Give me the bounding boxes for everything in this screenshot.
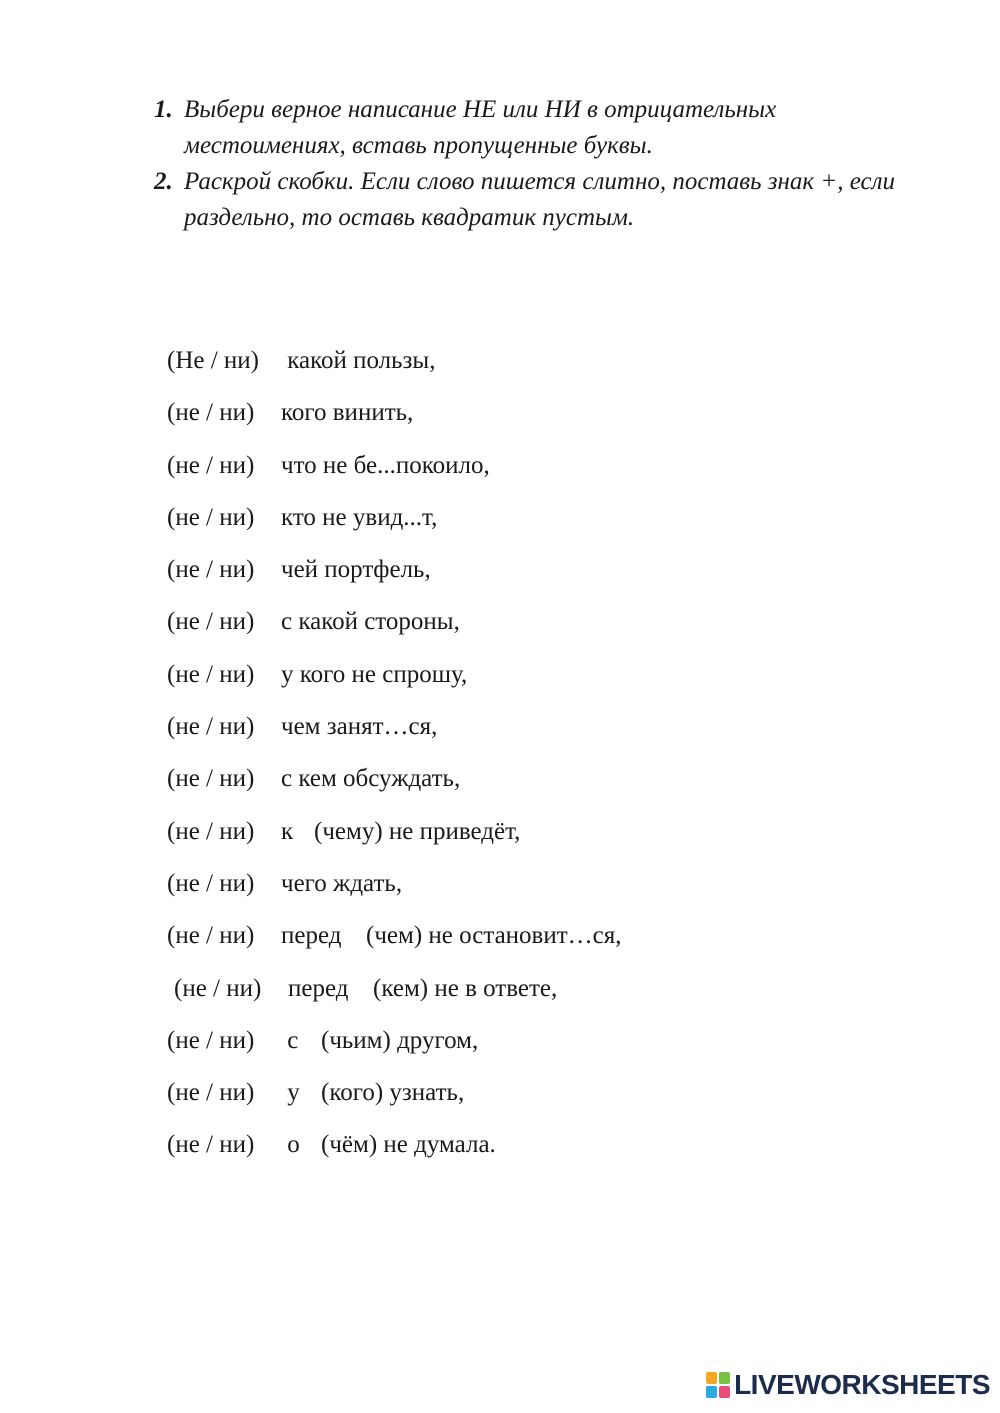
logo-text: LIVEWORKSHEETS bbox=[734, 1369, 990, 1400]
logo-square-3 bbox=[706, 1386, 717, 1398]
ne-ni-choice[interactable]: (не / ни) bbox=[167, 660, 255, 688]
ne-ni-choice[interactable]: (не / ни) bbox=[167, 1079, 255, 1107]
ne-ni-choice[interactable]: (не / ни) bbox=[174, 974, 262, 1002]
ne-ni-choice[interactable]: (не / ни) bbox=[167, 399, 255, 427]
exercise-phrase: с какой стороны, bbox=[281, 608, 460, 636]
instruction-text: Выбери верное написание НЕ или НИ в отрицательных местоимениях, вставь пропущенные буквы. bbox=[184, 96, 777, 159]
exercise-row bbox=[142, 304, 942, 374]
exercise-phrase: у кого не спрошу, bbox=[281, 660, 468, 688]
preposition: перед bbox=[281, 922, 342, 950]
preposition: к bbox=[281, 817, 294, 845]
liveworksheets-logo-icon bbox=[706, 1372, 730, 1398]
exercise-phrase: (кем) не в ответе, bbox=[373, 974, 558, 1002]
ne-ni-choice[interactable]: (не / ни) bbox=[167, 503, 255, 531]
ne-ni-choice[interactable]: (не / ни) bbox=[167, 817, 255, 845]
exercise-phrase: что не бе...покоило, bbox=[281, 451, 490, 479]
instructions-list bbox=[150, 92, 940, 236]
exercise-phrase: (чем) не остановит…ся, bbox=[366, 922, 622, 950]
instruction-number: 1. bbox=[154, 96, 173, 123]
preposition: у bbox=[281, 1079, 300, 1107]
ne-ni-choice[interactable]: (не / ни) bbox=[167, 869, 255, 897]
exercise-list bbox=[142, 304, 942, 1159]
ne-ni-choice[interactable]: (Не / ни) bbox=[167, 347, 260, 374]
ne-ni-choice[interactable]: (не / ни) bbox=[167, 713, 255, 741]
exercise-phrase: кого винить, bbox=[281, 399, 414, 427]
exercise-phrase: (чём) не думала. bbox=[321, 1131, 496, 1159]
exercise-phrase: какой пользы, bbox=[281, 347, 436, 374]
preposition: о bbox=[281, 1131, 300, 1159]
ne-ni-choice[interactable]: (не / ни) bbox=[167, 608, 255, 636]
logo-square-4 bbox=[719, 1386, 730, 1398]
liveworksheets-logo bbox=[706, 1365, 990, 1405]
exercise-phrase: чего ждать, bbox=[281, 869, 403, 897]
exercise-phrase: (чьим) другом, bbox=[321, 1026, 479, 1054]
logo-square-2 bbox=[719, 1372, 730, 1384]
preposition: с bbox=[281, 1026, 299, 1054]
instruction-text: Раскрой скобки. Если слово пишется слитно, поставь знак +, если раздельно, то оставь квадратик пустым. bbox=[184, 168, 896, 231]
instruction-number: 2. bbox=[154, 168, 173, 195]
ne-ni-choice[interactable]: (не / ни) bbox=[167, 922, 255, 950]
ne-ni-choice[interactable]: (не / ни) bbox=[167, 451, 255, 479]
ne-ni-choice[interactable]: (не / ни) bbox=[167, 556, 255, 584]
logo-square-1 bbox=[706, 1372, 717, 1384]
exercise-phrase: с кем обсуждать, bbox=[281, 765, 461, 793]
instruction-1 bbox=[150, 92, 940, 164]
ne-ni-choice[interactable]: (не / ни) bbox=[167, 1026, 255, 1054]
exercise-phrase: (чему) не приведёт, bbox=[314, 817, 521, 845]
exercise-phrase: чем занят…ся, bbox=[281, 713, 438, 741]
exercise-phrase: (кого) узнать, bbox=[321, 1079, 465, 1107]
instruction-2 bbox=[150, 164, 940, 236]
ne-ni-choice[interactable]: (не / ни) bbox=[167, 1131, 255, 1159]
ne-ni-choice[interactable]: (не / ни) bbox=[167, 765, 255, 793]
exercise-phrase: чей портфель, bbox=[281, 556, 431, 584]
preposition: перед bbox=[288, 974, 349, 1002]
exercise-phrase: кто не увид...т, bbox=[281, 503, 438, 531]
